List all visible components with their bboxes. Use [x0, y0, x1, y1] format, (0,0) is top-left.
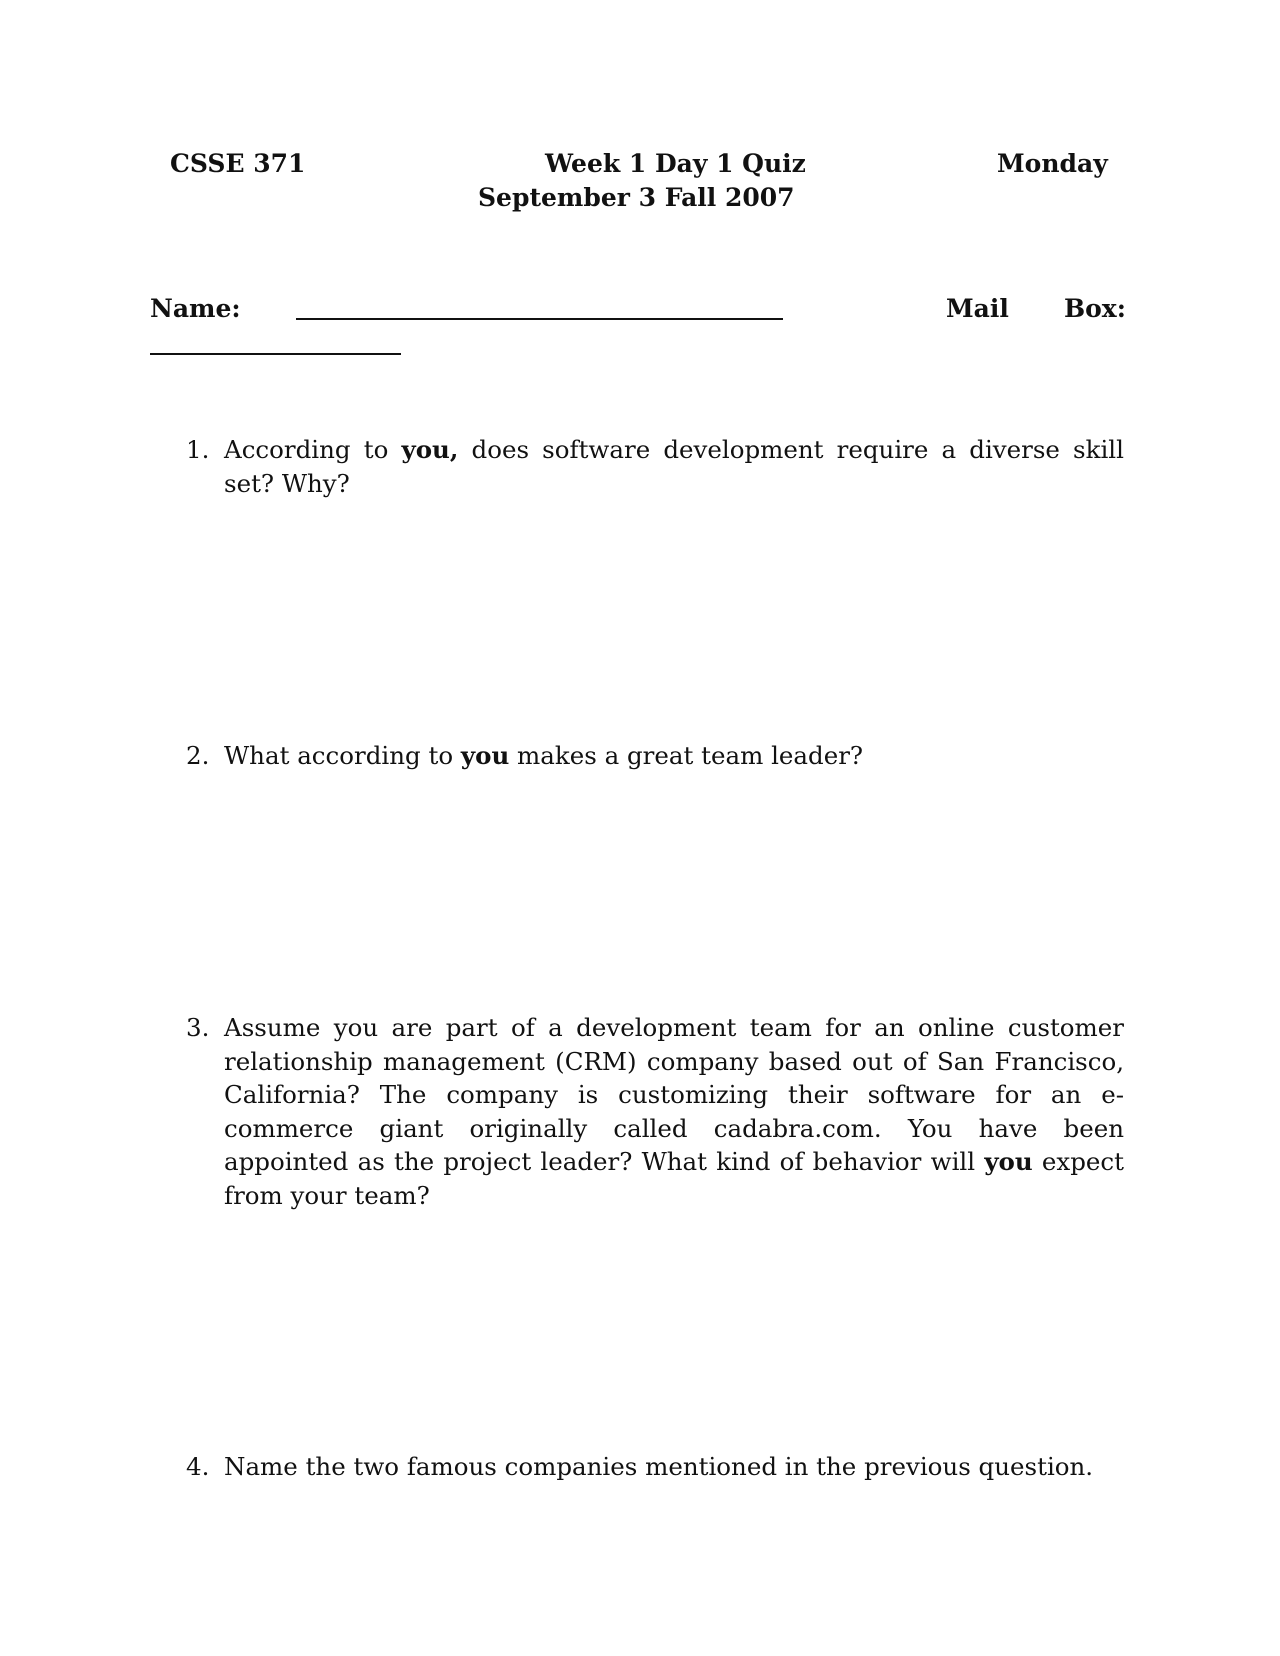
question-emphasis: you,	[401, 435, 459, 464]
question-text-part: According to	[224, 435, 402, 464]
question-text-part: makes a great team leader?	[509, 741, 864, 770]
question-text	[224, 433, 1124, 500]
question-number: 1.	[186, 435, 210, 464]
question-4	[186, 1450, 1124, 1484]
question-2	[186, 739, 1124, 773]
name-blank-line[interactable]	[296, 318, 783, 320]
box-label: Box:	[1064, 294, 1126, 323]
quiz-day: Monday	[997, 149, 1108, 178]
quiz-date: September 3 Fall 2007	[478, 183, 795, 212]
question-text	[224, 739, 1124, 773]
question-emphasis: you	[984, 1147, 1033, 1176]
question-text-part: does software development require a diverse skill set? Why?	[224, 435, 1124, 498]
name-label: Name:	[150, 294, 241, 323]
question-number: 4.	[186, 1452, 210, 1481]
question-text-part: Assume you are part of a development team for an online customer relationship management (CRM) company based out of San Francisco, California? The company is customizing their software for an e-commerce giant originally called cadabra.com. You have been appointed as the project leader? What kind of behavior will	[224, 1013, 1124, 1176]
question-text-part: expect from your team?	[224, 1147, 1124, 1210]
mail-label: Mail	[946, 294, 1009, 323]
question-1	[186, 433, 1124, 500]
question-text: Name the two famous companies mentioned in the previous question.	[224, 1452, 1094, 1481]
mailbox-blank-line[interactable]	[150, 353, 401, 355]
question-3	[186, 1011, 1124, 1212]
question-emphasis: you	[460, 741, 510, 770]
question-number: 2.	[186, 741, 210, 770]
question-number: 3.	[186, 1013, 210, 1042]
question-text-part: What according to	[224, 741, 461, 770]
question-text	[224, 1011, 1124, 1212]
quiz-title: Week 1 Day 1 Quiz	[545, 149, 806, 178]
course-code: CSSE 371	[170, 149, 306, 178]
